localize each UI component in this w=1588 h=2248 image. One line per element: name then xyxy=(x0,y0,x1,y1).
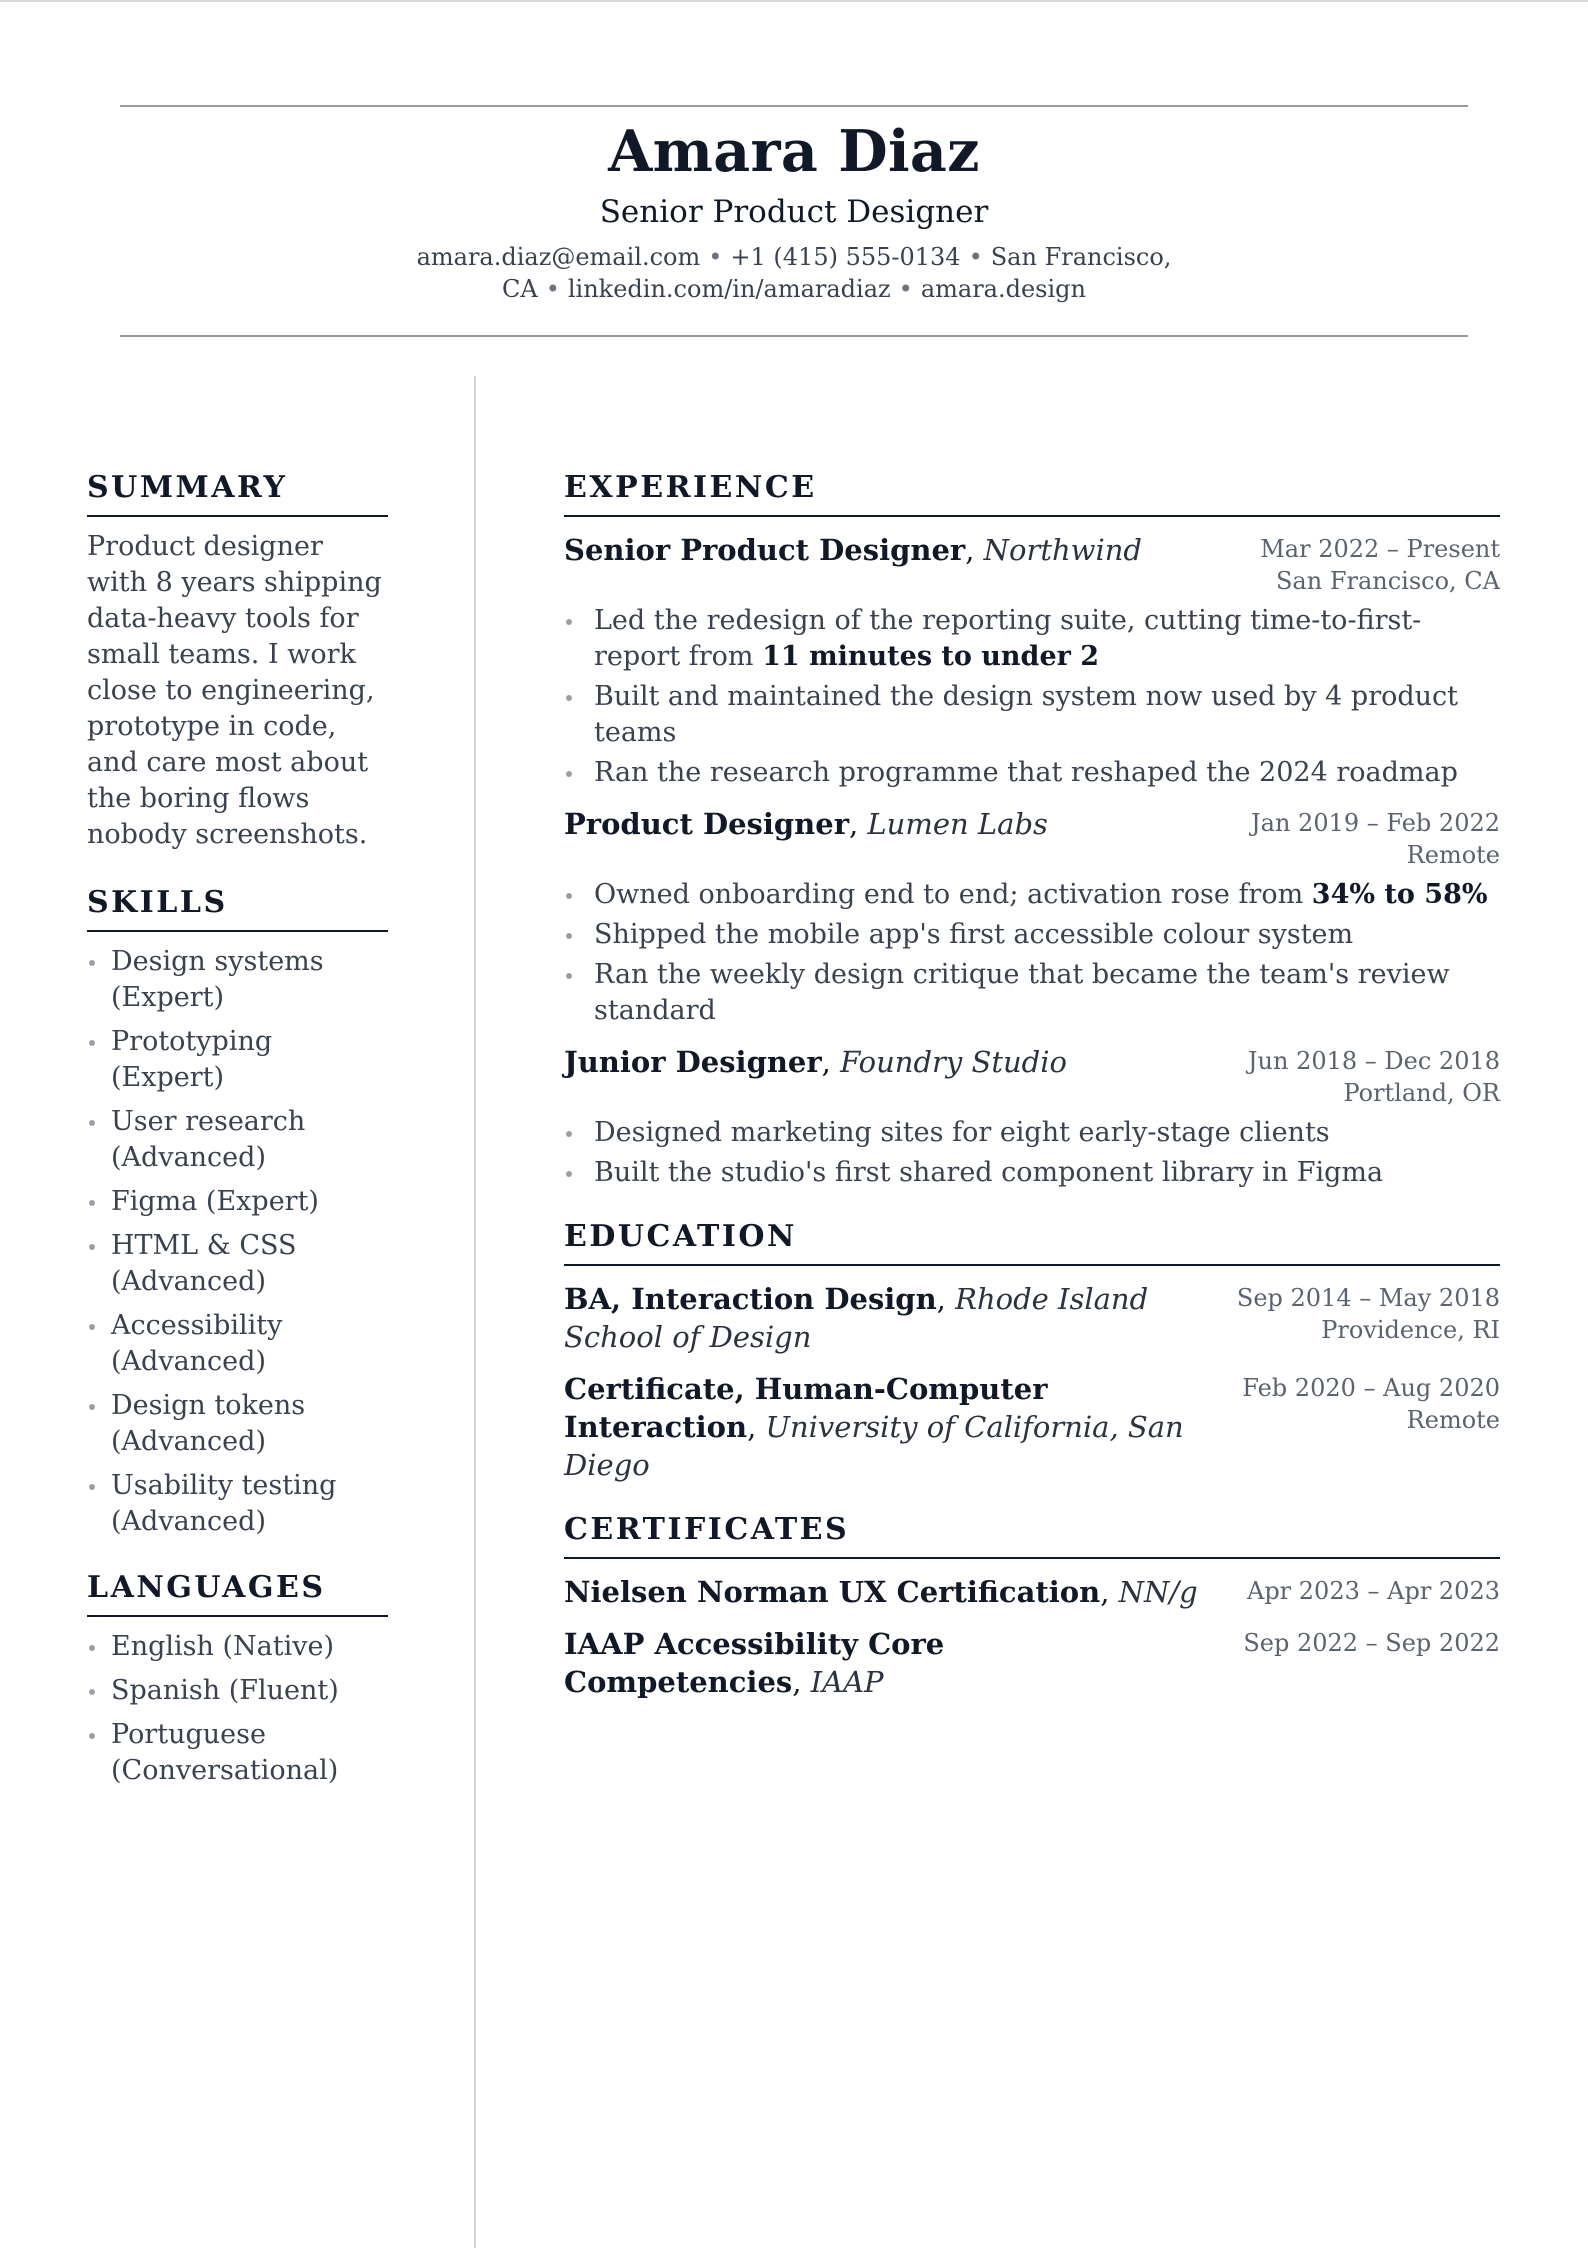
separator-dot: • xyxy=(708,242,723,271)
contact-website[interactable]: amara.design xyxy=(920,274,1086,303)
education-section xyxy=(564,1219,1500,1484)
skill-item: User research (Advanced) xyxy=(87,1104,388,1176)
skill-item: HTML & CSS (Advanced) xyxy=(87,1228,388,1300)
certificate-title: Nielsen Norman UX Certification xyxy=(564,1575,1101,1609)
job-bullets xyxy=(564,877,1500,1029)
contact-linkedin[interactable]: linkedin.com/in/amaradiaz xyxy=(567,274,891,303)
skill-item: Usability testing (Advanced) xyxy=(87,1468,388,1540)
contact-phone[interactable]: +1 (415) 555-0134 xyxy=(730,242,961,271)
candidate-role: Senior Product Designer xyxy=(599,193,989,230)
languages-list xyxy=(87,1629,388,1789)
job-bullets xyxy=(564,1115,1500,1191)
job-bullets xyxy=(564,603,1500,791)
job-dates: Jun 2018 – Dec 2018 xyxy=(1247,1047,1500,1075)
education-heading: EDUCATION xyxy=(564,1219,1500,1266)
job-entry: Senior Product Designer, Northwind Mar 2022 – Present San Francisco, CA Led the redesign of the reporting suite, cutting time-to-first-report from 11 minutes to under 2 Built and maintained the design system now used by 4 product teams Ran the research programme that reshaped the 2024 roadmap xyxy=(564,531,1500,791)
certificate-entry: IAAP Accessibility Core Competencies, IAAP Sep 2022 – Sep 2022 xyxy=(564,1627,1500,1699)
education-location: Remote xyxy=(1406,1406,1500,1434)
job-bullet: Built the studio's first shared component library in Figma xyxy=(564,1155,1500,1191)
job-bullet: Led the redesign of the reporting suite, cutting time-to-first-report from 11 minutes to under 2 xyxy=(564,603,1500,675)
school-name: University of California, San Diego xyxy=(564,1410,1184,1482)
separator-dot: • xyxy=(898,274,913,303)
job-dates: Jan 2019 – Feb 2022 xyxy=(1251,809,1500,837)
school-name: Rhode Island School of Design xyxy=(564,1282,1149,1354)
job-org: Lumen Labs xyxy=(867,807,1048,841)
job-bullet: Built and maintained the design system now used by 4 product teams xyxy=(564,679,1500,751)
summary-heading: SUMMARY xyxy=(87,470,388,517)
job-dates: Mar 2022 – Present xyxy=(1260,535,1500,563)
certificate-title: IAAP Accessibility Core Competencies xyxy=(564,1627,945,1699)
certificate-dates: Sep 2022 – Sep 2022 xyxy=(1243,1629,1500,1657)
certificate-dates: Apr 2023 – Apr 2023 xyxy=(1246,1577,1500,1605)
education-dates: Feb 2020 – Aug 2020 xyxy=(1242,1374,1500,1402)
skill-item: Prototyping (Expert) xyxy=(87,1024,388,1096)
job-location: San Francisco, CA xyxy=(1275,567,1500,595)
language-item: Spanish (Fluent) xyxy=(87,1673,388,1709)
right-column xyxy=(564,470,1500,1729)
certificate-issuer: NN/g xyxy=(1118,1575,1198,1609)
contact-line xyxy=(394,241,1194,305)
language-item: Portuguese (Conversational) xyxy=(87,1717,388,1789)
skill-item: Figma (Expert) xyxy=(87,1184,388,1220)
education-location: Providence, RI xyxy=(1321,1316,1500,1344)
job-location: Portland, OR xyxy=(1343,1079,1500,1107)
skill-item: Design systems (Expert) xyxy=(87,944,388,1016)
job-bullet: Shipped the mobile app's first accessible colour system xyxy=(564,917,1500,953)
skills-list xyxy=(87,944,388,1540)
skill-item: Accessibility (Advanced) xyxy=(87,1308,388,1380)
job-entry: Product Designer, Lumen Labs Jan 2019 – Feb 2022 Remote Owned onboarding end to end; activation rose from 34% to 58% Shipped the mobile app's first accessible colour system Ran the weekly design critique that became the team's review standard xyxy=(564,805,1500,1029)
contact-location-city: San Francisco, xyxy=(990,242,1172,271)
job-bullet: Owned onboarding end to end; activation rose from 34% to 58% xyxy=(564,877,1500,913)
skills-heading: SKILLS xyxy=(87,885,388,932)
certificate-entry: Nielsen Norman UX Certification, NN/g Apr 2023 – Apr 2023 xyxy=(564,1575,1500,1609)
skill-item: Design tokens (Advanced) xyxy=(87,1388,388,1460)
summary-text: Product designer with 8 years shipping data-heavy tools for small teams. I work close to engineering, prototype in code, and care most about the boring flows nobody screenshots. xyxy=(87,531,382,850)
page-top-border xyxy=(0,0,1588,2)
candidate-name: Amara Diaz xyxy=(608,118,980,185)
column-divider xyxy=(474,376,476,2248)
language-item: English (Native) xyxy=(87,1629,388,1665)
job-title: Junior Designer xyxy=(564,1045,822,1079)
contact-location-state: CA xyxy=(502,274,538,303)
job-bullet: Ran the research programme that reshaped the 2024 roadmap xyxy=(564,755,1500,791)
job-title: Product Designer xyxy=(564,807,849,841)
certificate-issuer: IAAP xyxy=(810,1665,884,1699)
contact-email[interactable]: amara.diaz@email.com xyxy=(416,242,701,271)
separator-dot: • xyxy=(545,274,560,303)
education-entry: BA, Interaction Design, Rhode Island School of Design Sep 2014 – May 2018 Providence, RI xyxy=(564,1282,1500,1354)
degree-title: BA, Interaction Design xyxy=(564,1282,937,1316)
languages-heading: LANGUAGES xyxy=(87,1570,388,1617)
job-title: Senior Product Designer xyxy=(564,533,966,567)
education-dates: Sep 2014 – May 2018 xyxy=(1236,1284,1500,1312)
job-org: Foundry Studio xyxy=(840,1045,1067,1079)
job-bullet: Designed marketing sites for eight early-stage clients xyxy=(564,1115,1500,1151)
degree-title: Certificate, Human-Computer Interaction xyxy=(564,1372,1048,1444)
certificates-heading: CERTIFICATES xyxy=(564,1512,1500,1559)
job-org: Northwind xyxy=(983,533,1142,567)
certificates-section xyxy=(564,1512,1500,1701)
experience-section xyxy=(564,470,1500,1191)
separator-dot: • xyxy=(968,242,983,271)
left-column xyxy=(87,470,388,1819)
resume-header xyxy=(120,105,1468,337)
experience-heading: EXPERIENCE xyxy=(564,470,1500,517)
job-bullet: Ran the weekly design critique that became the team's review standard xyxy=(564,957,1500,1029)
job-location: Remote xyxy=(1406,841,1500,869)
job-entry: Junior Designer, Foundry Studio Jun 2018 – Dec 2018 Portland, OR Designed marketing sites for eight early-stage clients Built the studio's first shared component library in Figma xyxy=(564,1043,1500,1191)
education-entry: Certificate, Human-Computer Interaction, University of California, San Diego Feb 2020 – Aug 2020 Remote xyxy=(564,1372,1500,1482)
